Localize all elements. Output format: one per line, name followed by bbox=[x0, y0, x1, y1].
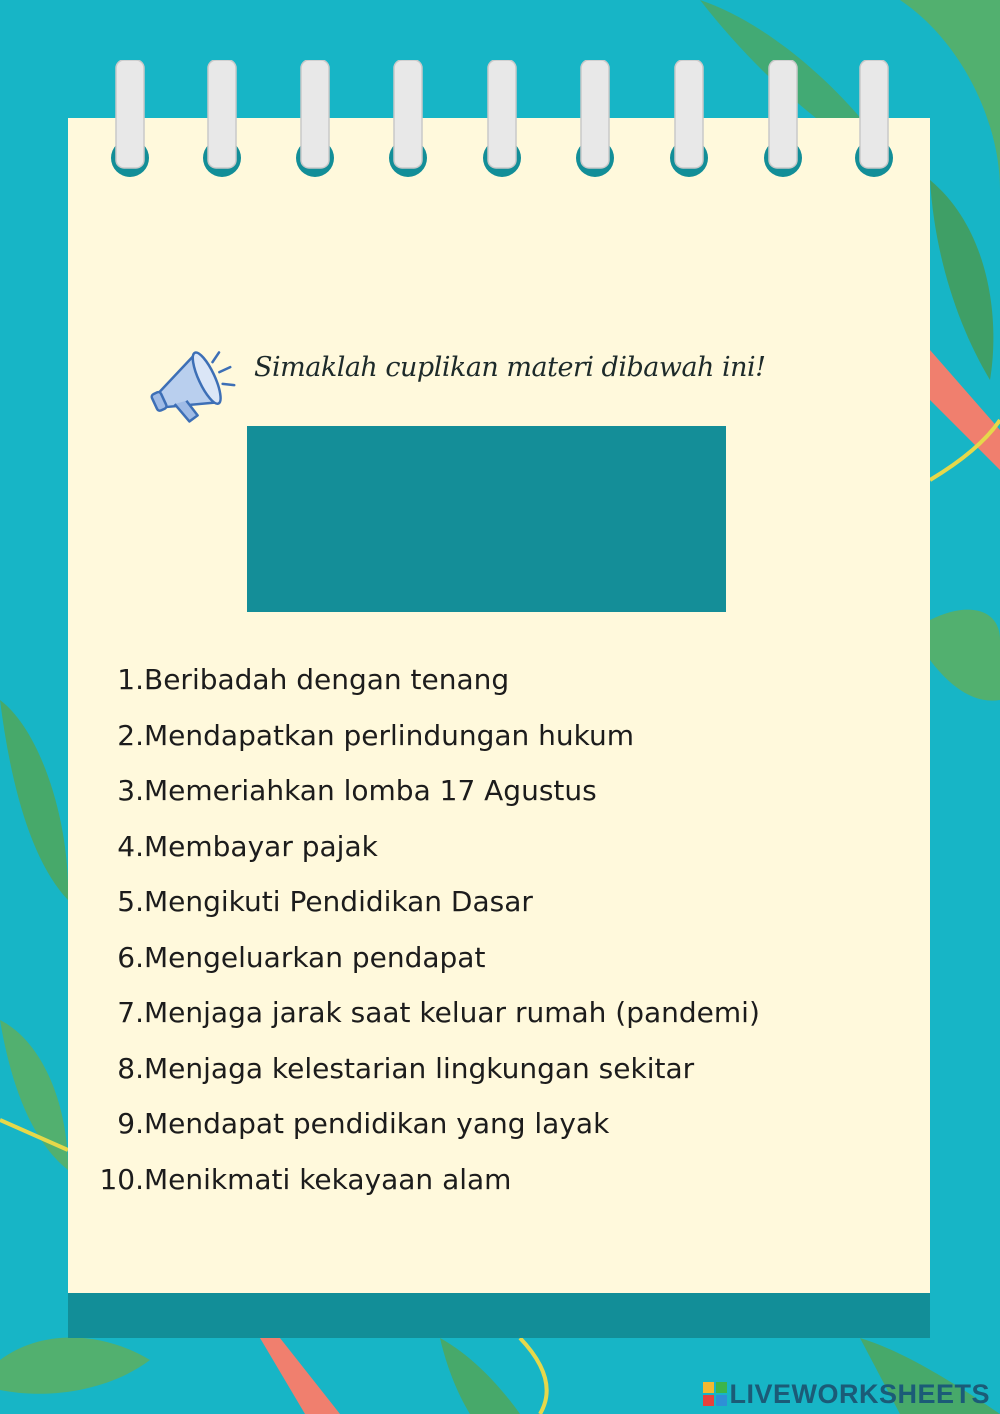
notebook-footer-bar bbox=[68, 1293, 930, 1338]
list-item bbox=[96, 652, 896, 708]
liveworksheets-watermark[interactable] bbox=[703, 1378, 990, 1410]
spiral-ring-icon bbox=[292, 60, 338, 180]
list-text: Membayar pajak bbox=[144, 829, 378, 863]
spiral-ring-icon bbox=[107, 60, 153, 180]
spiral-ring-icon bbox=[199, 60, 245, 180]
list-number: 7. bbox=[117, 996, 144, 1030]
spiral-ring-icon bbox=[760, 60, 806, 180]
list-number: 2. bbox=[117, 718, 144, 752]
list-text: Mengeluarkan pendapat bbox=[144, 940, 486, 974]
megaphone-icon bbox=[146, 336, 242, 432]
list-item bbox=[96, 1152, 896, 1208]
list-item bbox=[96, 1041, 896, 1097]
list-item bbox=[96, 930, 896, 986]
list-number: 4. bbox=[117, 829, 144, 863]
list-text: Memeriahkan lomba 17 Agustus bbox=[144, 774, 597, 808]
list-text: Menjaga kelestarian lingkungan sekitar bbox=[144, 1051, 695, 1085]
list-text: Mendapat pendidikan yang layak bbox=[144, 1107, 610, 1141]
list-item bbox=[96, 985, 896, 1041]
list-item bbox=[96, 763, 896, 819]
list-number: 10. bbox=[99, 1162, 144, 1196]
list-text: Beribadah dengan tenang bbox=[144, 663, 510, 697]
spiral-ring-icon bbox=[666, 60, 712, 180]
spiral-ring-icon bbox=[479, 60, 525, 180]
list-item bbox=[96, 1096, 896, 1152]
liveworksheets-logo-icon bbox=[703, 1382, 727, 1406]
rights-obligations-list bbox=[96, 652, 896, 1207]
spiral-ring-icon bbox=[385, 60, 431, 180]
list-number: 1. bbox=[117, 663, 144, 697]
list-number: 9. bbox=[117, 1107, 144, 1141]
list-number: 8. bbox=[117, 1051, 144, 1085]
list-text: Menjaga jarak saat keluar rumah (pandemi) bbox=[144, 996, 760, 1030]
spiral-ring-icon bbox=[572, 60, 618, 180]
list-item bbox=[96, 708, 896, 764]
list-item bbox=[96, 874, 896, 930]
list-number: 3. bbox=[117, 774, 144, 808]
list-text: Mendapatkan perlindungan hukum bbox=[144, 718, 635, 752]
list-text: Menikmati kekayaan alam bbox=[144, 1162, 512, 1196]
list-number: 6. bbox=[117, 940, 144, 974]
list-number: 5. bbox=[117, 885, 144, 919]
spiral-ring-icon bbox=[851, 60, 897, 180]
watermark-text: LIVEWORKSHEETS bbox=[729, 1378, 990, 1409]
video-placeholder[interactable] bbox=[247, 426, 726, 612]
list-text: Mengikuti Pendidikan Dasar bbox=[144, 885, 533, 919]
instruction-text: Simaklah cuplikan materi dibawah ini! bbox=[254, 352, 766, 383]
list-item bbox=[96, 819, 896, 875]
